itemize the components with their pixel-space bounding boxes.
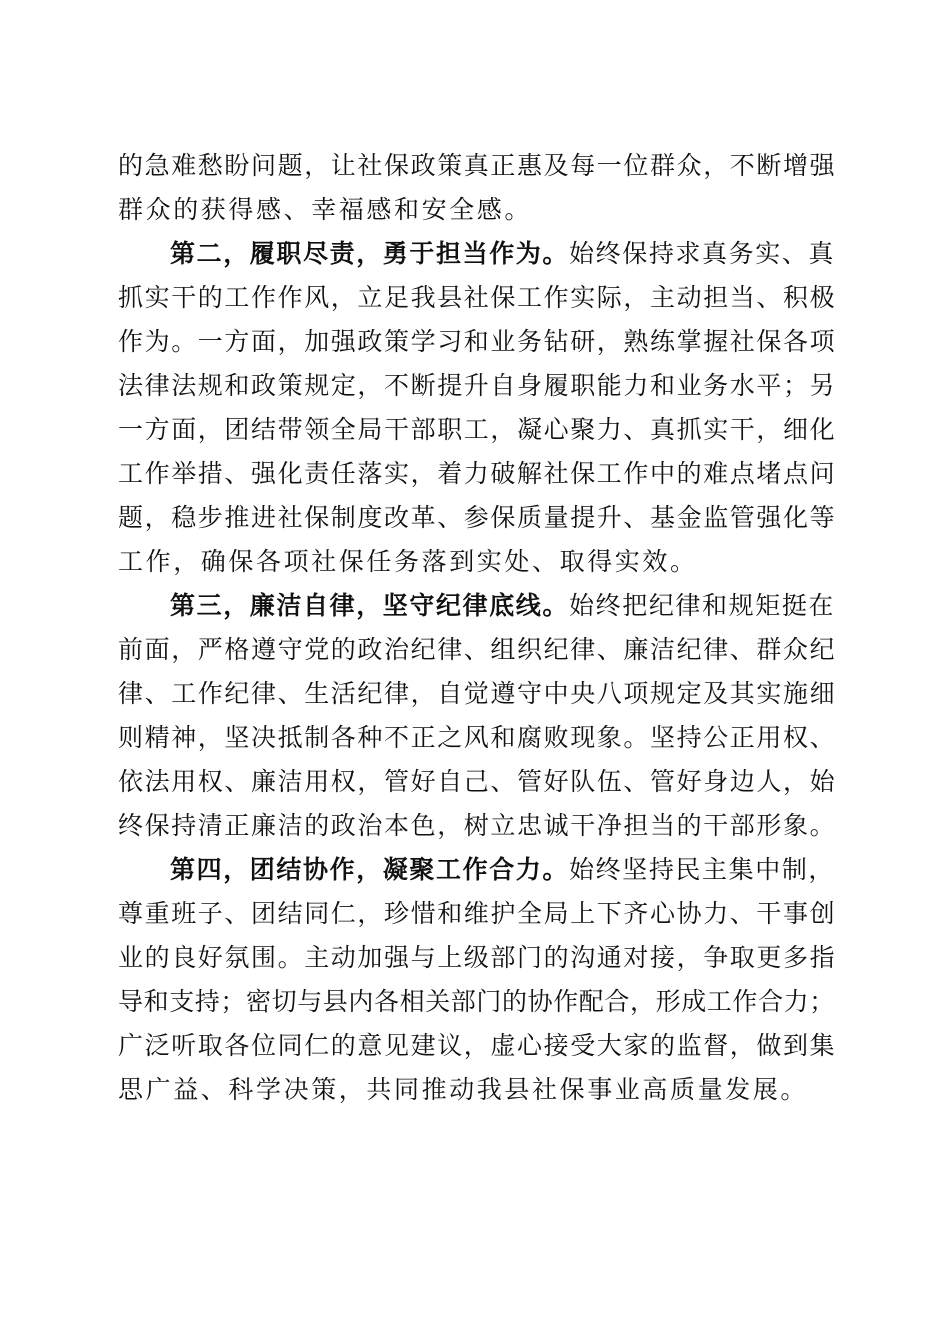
paragraph-first-line <box>170 234 838 274</box>
paragraph-heading: 第三，廉洁自律，坚守纪律底线。 <box>170 591 570 620</box>
text-line: 依法用权、廉洁用权，管好自己、管好队伍、管好身边人，始 <box>118 767 837 796</box>
text-line: 的急难愁盼问题，让社保政策真正惠及每一位群众，不断增强 <box>118 151 837 180</box>
text-line: 尊重班子、团结同仁，珍惜和维护全局上下齐心协力、干事创 <box>118 899 837 928</box>
paragraph-text: 始终保持求真务实、真 <box>569 239 836 268</box>
text-line: 终保持清正廉洁的政治本色，树立忠诚干净担当的干部形象。 <box>118 811 837 840</box>
text-line: 则精神，坚决抵制各种不正之风和腐败现象。坚持公正用权、 <box>118 723 837 752</box>
text-line: 业的良好氛围。主动加强与上级部门的沟通对接，争取更多指 <box>118 943 837 972</box>
text-line: 导和支持；密切与县内各相关部门的协作配合，形成工作合力； <box>118 987 835 1016</box>
text-line: 前面，严格遵守党的政治纪律、组织纪律、廉洁纪律、群众纪 <box>118 635 837 664</box>
paragraph-text: 始终把纪律和规矩挺在 <box>569 591 836 620</box>
text-line: 抓实干的工作作风，立足我县社保工作实际，主动担当、积极 <box>118 283 837 312</box>
text-line: 广泛听取各位同仁的意见建议，虚心接受大家的监督，做到集 <box>118 1031 837 1060</box>
text-line: 工作举措、强化责任落实，着力破解社保工作中的难点堵点问 <box>118 459 837 488</box>
text-line: 法律法规和政策规定，不断提升自身履职能力和业务水平；另 <box>118 371 837 400</box>
text-line: 作为。一方面，加强政策学习和业务钻研，熟练掌握社保各项 <box>118 327 837 356</box>
text-line: 工作，确保各项社保任务落到实处、取得实效。 <box>118 547 698 576</box>
paragraph-first-line <box>170 850 838 890</box>
text-line: 题，稳步推进社保制度改革、参保质量提升、基金监管强化等 <box>118 503 837 532</box>
paragraph-first-line <box>170 586 838 626</box>
paragraph-heading: 第二，履职尽责，勇于担当作为。 <box>170 239 570 268</box>
text-line: 群众的获得感、幸福感和安全感。 <box>118 195 533 224</box>
text-line: 思广益、科学决策，共同推动我县社保事业高质量发展。 <box>118 1075 809 1104</box>
text-line: 律、工作纪律、生活纪律，自觉遵守中央八项规定及其实施细 <box>118 679 837 708</box>
text-line: 一方面，团结带领全局干部职工，凝心聚力、真抓实干，细化 <box>118 415 837 444</box>
paragraph-heading: 第四，团结协作，凝聚工作合力。 <box>170 855 570 884</box>
paragraph-text: 始终坚持民主集中制， <box>569 855 836 884</box>
